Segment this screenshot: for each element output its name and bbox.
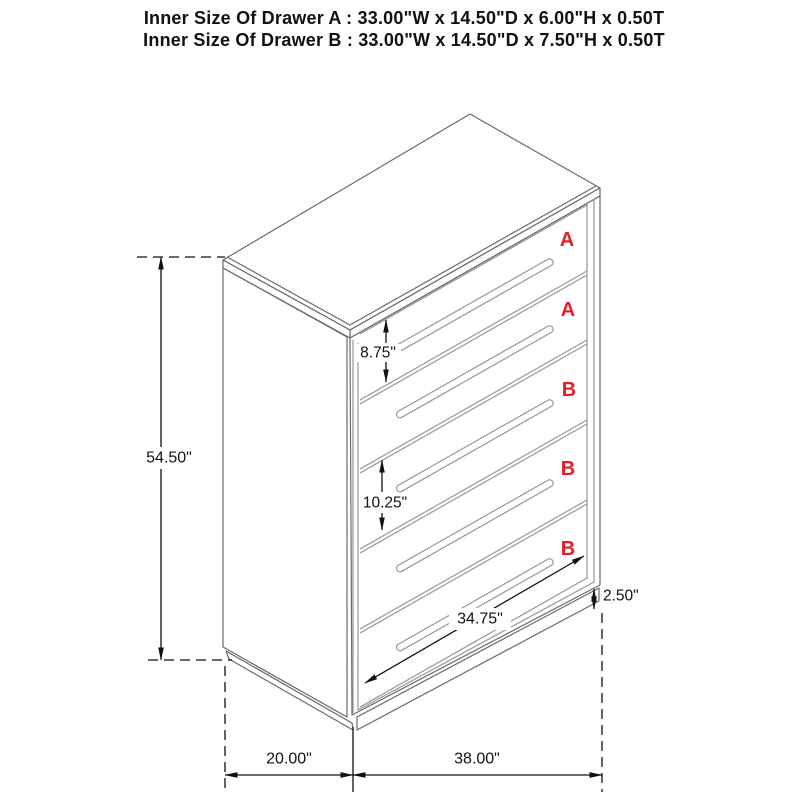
cabinet-drawing	[223, 114, 600, 730]
dim-drawer-a-pitch-label: 8.75"	[360, 344, 396, 362]
dim-overall-depth-label: 20.00"	[266, 750, 312, 768]
drawer-label-2: A	[560, 299, 576, 321]
drawer-label-1: A	[559, 229, 575, 251]
dim-base-height	[594, 588, 639, 610]
dim-base-height-label: 2.50"	[603, 587, 639, 605]
drawer-label-4: B	[560, 458, 576, 480]
title-line-1: Inner Size Of Drawer A : 33.00"W x 14.50"D x 6.00"H x 0.50T	[143, 8, 665, 28]
dim-overall-width-label: 38.00"	[454, 750, 500, 768]
drawer-label-3: B	[561, 379, 577, 401]
dim-overall-height-label: 54.50"	[146, 449, 192, 467]
drawer-label-5: B	[560, 538, 576, 560]
dim-overall-height	[137, 257, 232, 660]
dim-drawer-front-width-label: 34.75"	[457, 610, 503, 628]
dim-drawer-b-pitch-label: 10.25"	[362, 494, 408, 512]
cabinet-side-panel	[223, 268, 347, 717]
title-line-2: Inner Size Of Drawer B : 33.00"W x 14.50"D x 7.50"H x 0.50T	[143, 30, 665, 50]
